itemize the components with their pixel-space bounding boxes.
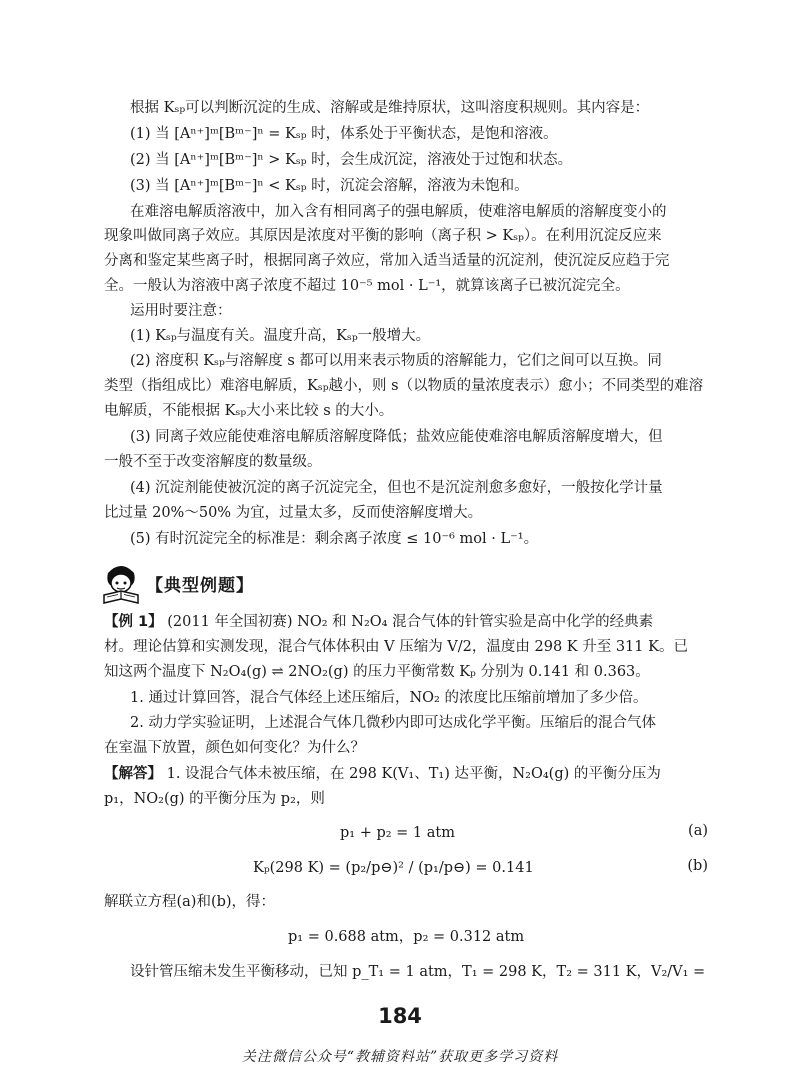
body-line: (3) 同离子效应能使难溶电解质溶解度降低；盐效应能使难溶电解质溶解度增大，但 (130, 429, 663, 445)
body-line: (2) 当 [Aⁿ⁺]ᵐ[Bᵐ⁻]ⁿ > Kₛₚ 时，会生成沉淀，溶液处于过饱和状态。 (130, 152, 573, 168)
equation-a-tag: (a) (688, 823, 708, 839)
body-line: (1) Kₛₚ与温度有关。温度升高，Kₛₚ一般增大。 (130, 328, 431, 344)
body-line: 电解质，不能根据 Kₛₚ大小来比较 s 的大小。 (104, 403, 394, 419)
equation-b: Kₚ(298 K) = (p₂/p⊖)² / (p₁/p⊖) = 0.141 (253, 860, 534, 876)
body-line: (5) 有时沉淀完全的标准是：剩余离子浓度 ≤ 10⁻⁶ mol · L⁻¹。 (130, 531, 539, 547)
answer-line (104, 764, 661, 784)
page-number: 184 (378, 1004, 422, 1028)
body-line: 在难溶电解质溶液中，加入含有相同离子的强电解质，使难溶电解质的溶解度变小的 (130, 204, 667, 220)
body-line: 运用时要注意： (130, 303, 232, 319)
body-line: 根据 Kₛₚ可以判断沉淀的生成、溶解或是维持原状，这叫溶度积规则。其内容是： (130, 100, 650, 116)
example-line: 在室温下放置，颜色如何变化？为什么？ (104, 740, 365, 756)
body-line: (1) 当 [Aⁿ⁺]ᵐ[Bᵐ⁻]ⁿ = Kₛₚ 时，体系处于平衡状态，是饱和溶液。 (130, 126, 558, 142)
example-line: 知这两个温度下 N₂O₄(g) ⇌ 2NO₂(g) 的压力平衡常数 Kₚ 分别为 0.141 和 0.363。 (104, 664, 650, 680)
body-line: 现象叫做同离子效应。其原因是浓度对平衡的影响（离子积 > Kₛₚ）。在利用沉淀反应来 (104, 228, 662, 244)
example-line: 2. 动力学实验证明，上述混合气体几微秒内即可达成化学平衡。压缩后的混合气体 (130, 715, 656, 731)
body-line: (2) 溶度积 Kₛₚ与溶解度 s 都可以用来表示物质的溶解能力，它们之间可以互换。同 (130, 353, 662, 369)
answer-line: 解联立方程(a)和(b)，得： (104, 894, 276, 910)
example-line: 材。理论估算和实测发现，混合气体体积由 V 压缩为 V/2，温度由 298 K 升至 311 K。已 (104, 639, 688, 655)
equation-a: p₁ + p₂ = 1 atm (340, 825, 455, 841)
section-heading (98, 559, 298, 605)
body-line: (4) 沉淀剂能使被沉淀的离子沉淀完全，但也不是沉淀剂愈多愈好，一般按化学计量 (130, 480, 663, 496)
equation-b-tag: (b) (687, 858, 708, 874)
answer-line: p₁，NO₂(g) 的平衡分压为 p₂，则 (104, 791, 325, 807)
body-line: 一般不至于改变溶解度的数量级。 (104, 454, 322, 470)
example-text: (2011 年全国初赛) NO₂ 和 N₂O₄ 混合气体的针管实验是高中化学的经典素 (167, 614, 654, 630)
example-line (104, 612, 653, 632)
example-label: 【例 1】 (104, 614, 163, 630)
answer-line: 设针管压缩未发生平衡移动，已知 p_T₁ = 1 atm，T₁ = 298 K，T₂ = 311 K，V₂/V₁ = (130, 964, 706, 980)
example-line: 1. 通过计算回答，混合气体经上述压缩后，NO₂ 的浓度比压缩前增加了多少倍。 (130, 690, 648, 706)
body-line: 全。一般认为溶液中离子浓度不超过 10⁻⁵ mol · L⁻¹，就算该离子已被沉淀完全。 (104, 278, 630, 294)
reading-student-icon (98, 559, 144, 605)
body-line: 类型（指组成比）难溶电解质，Kₛₚ越小，则 s（以物质的量浓度表示）愈小；不同类型的难溶 (104, 378, 704, 394)
section-heading-text: 【典型例题】 (146, 576, 254, 596)
answer-label: 【解答】 (104, 766, 162, 782)
body-line: (3) 当 [Aⁿ⁺]ᵐ[Bᵐ⁻]ⁿ < Kₛₚ 时，沉淀会溶解，溶液为未饱和。 (130, 178, 529, 194)
body-line: 比过量 20%～50% 为宜，过量太多，反而使溶解度增大。 (104, 505, 483, 521)
body-line: 分离和鉴定某些离子时，根据同离子效应，常加入适当适量的沉淀剂，使沉淀反应趋于完 (104, 253, 670, 269)
footer-note: 关注微信公众号“教辅资料站”获取更多学习资料 (241, 1049, 559, 1065)
solution-line: p₁ = 0.688 atm，p₂ = 0.312 atm (288, 929, 525, 945)
answer-text: 1. 设混合气体未被压缩，在 298 K(V₁、T₁) 达平衡，N₂O₄(g) 的平衡分压为 (166, 766, 661, 782)
